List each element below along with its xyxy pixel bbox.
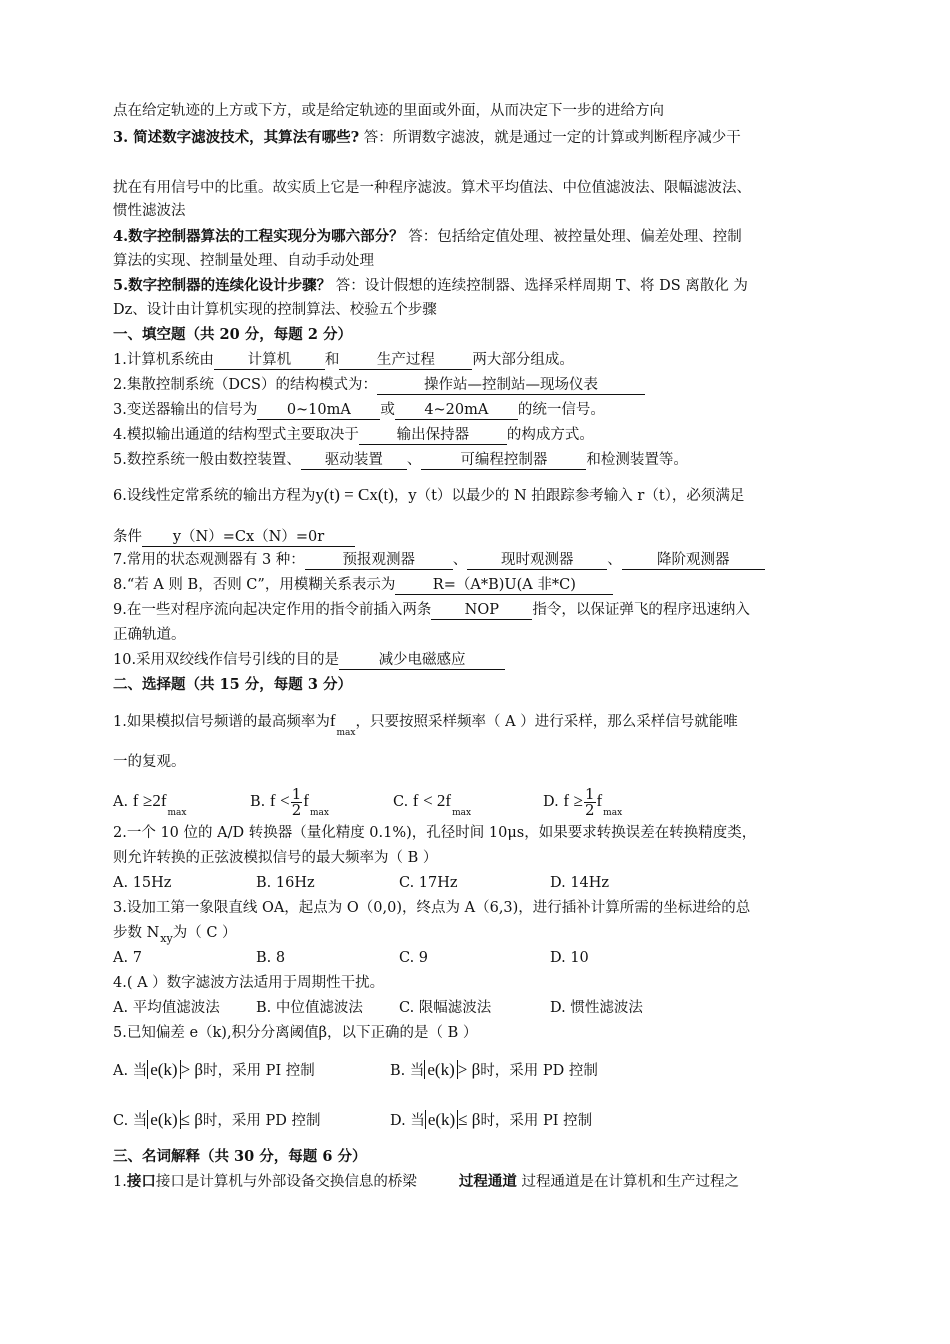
fill-item-5 [113, 450, 688, 470]
answer-text: 答：设计假想的连续控制器、选择采样周期 T、将 DS 离散化 为 [331, 278, 748, 294]
fill-item-1 [113, 350, 574, 370]
section-heading-fill: 一、填空题（共 20 分，每题 2 分） [113, 326, 352, 343]
math-f: f [303, 791, 309, 810]
blank-answer: 0~10mA [257, 401, 380, 420]
option-b: B. 中位值滤波法 [256, 1000, 363, 1016]
item-text: 条件 [113, 529, 142, 545]
choice-5-options-ab [113, 1058, 598, 1083]
question-title: 4.数字控制器算法的工程实现分为哪六部分？ [113, 228, 404, 245]
choice-item-1 [113, 711, 738, 738]
blank-answer: 降阶观测器 [622, 551, 765, 570]
math-subscript: max [603, 808, 623, 818]
item-text: 步数 N [113, 925, 160, 941]
term-name: 接口 [126, 1173, 156, 1190]
item-text: ，y（t）以最少的 N 拍跟踪参考输入 r（t），必须满足 [393, 488, 745, 504]
choice-item-2 [113, 823, 756, 843]
blank-answer: y（N）=Cx（N）=0r [142, 528, 355, 547]
blank-answer: NOP [431, 601, 532, 620]
blank-answer: 4~20mA [395, 401, 518, 420]
math-relation: < [280, 791, 290, 810]
fill-item-7 [113, 550, 765, 570]
fill-item-4 [113, 425, 594, 445]
option-b [250, 786, 393, 819]
term-item-1 [113, 1172, 739, 1192]
math-f: f [596, 791, 603, 810]
item-text: 1.计算机系统由 [113, 352, 214, 368]
numerator: 1 [584, 784, 595, 803]
option-text: 时，采用 PI 控制 [480, 1113, 593, 1129]
option-label: C. [393, 794, 409, 810]
item-text: 或 [380, 402, 395, 418]
section-heading-terms: 三、名词解释（共 30 分，每题 6 分） [113, 1148, 367, 1165]
term-definition: 过程通道是在计算机和生产过程之 [516, 1174, 739, 1190]
blank-answer: R=（A*B)U(A 非*C) [395, 576, 613, 595]
option-c: C. 限幅滤波法 [399, 1000, 492, 1016]
blank-answer: 计算机 [214, 351, 325, 370]
blank-answer: 操作站—控制站—现场仪表 [377, 376, 645, 395]
fill-item-6 [113, 485, 744, 506]
item-text: 5.已知偏差 e（k),积分分离阈值β，以下正确的是（ B ） [113, 1025, 478, 1041]
option-b: B. 16Hz [256, 875, 315, 891]
choice-item-3 [113, 898, 750, 918]
fraction [291, 784, 303, 819]
math-f: f [132, 791, 139, 810]
item-text: 4.( A ）数字滤波方法适用于周期性干扰。 [113, 975, 385, 991]
item-text: 5.数控系统一般由数控装置、 [113, 452, 301, 468]
fill-item-10 [113, 650, 505, 670]
option-text: 时，采用 PD 控制 [202, 1113, 321, 1129]
item-text: 3.设加工第一象限直线 OA，起点为 O（0,0)，终点为 A（6,3)，进行插补计算所需的坐标进给的总 [113, 900, 751, 916]
item-text: 为（ C ） [172, 925, 237, 941]
math-abs-ek: e(k) [147, 1110, 180, 1129]
math-abs-ek: e(k) [425, 1110, 458, 1129]
item-number: 1. [113, 1174, 127, 1190]
text-line [113, 625, 186, 645]
item-text: 则允许转换的正弦波模拟信号的最大频率为（ B ） [113, 850, 438, 866]
fill-item-3 [113, 400, 605, 420]
item-text: 7.常用的状态观测器有 3 种： [113, 552, 305, 568]
option-c [113, 1108, 390, 1133]
text-line [113, 101, 664, 121]
choice-item-4 [113, 973, 384, 993]
option-c: C. 17Hz [399, 875, 458, 891]
blank-answer: 输出保持器 [359, 426, 507, 445]
fill-item-2 [113, 375, 645, 395]
text-line [113, 752, 186, 772]
item-text: 4.模拟输出通道的结构型式主要取决于 [113, 427, 359, 443]
denominator: 2 [584, 800, 595, 819]
item-text: 1.如果模拟信号频谱的最高频率为 [113, 714, 330, 730]
option-a: A. 15Hz [113, 875, 172, 891]
option-b [390, 1060, 598, 1079]
denominator: 2 [291, 800, 302, 819]
math-relation: ≤ β [180, 1110, 203, 1129]
text-line [113, 848, 437, 868]
text-line [113, 178, 751, 198]
item-text: 指令，以保证弹飞的程序迅速纳入 [532, 602, 750, 618]
answer-text: 惯性滤波法 [113, 203, 186, 219]
choice-4-options [113, 998, 643, 1018]
option-label: B. 当 [390, 1063, 425, 1079]
choice-2-options [113, 873, 609, 893]
item-text: 3.变送器输出的信号为 [113, 402, 258, 418]
math-f: f [563, 791, 569, 810]
option-d: D. 10 [550, 950, 589, 966]
blank-answer: 现时观测器 [467, 551, 607, 570]
blank-answer: 可编程控制器 [421, 451, 586, 470]
option-text: 时，采用 PI 控制 [203, 1063, 315, 1079]
math-relation: ≤ β [458, 1110, 481, 1129]
math-relation: ≥2f [142, 791, 167, 810]
answer-text: 算法的实现、控制量处理、自动手动处理 [113, 253, 374, 269]
item-text: 正确轨道。 [113, 627, 186, 643]
blank-answer: 减少电磁感应 [339, 651, 505, 670]
option-a: A. 平均值滤波法 [113, 1000, 220, 1016]
option-label: B. [250, 794, 266, 810]
question-4 [113, 227, 742, 247]
item-text: 2.集散控制系统（DCS）的结构模式为： [113, 377, 377, 393]
answer-text: 答：包括给定值处理、被控量处理、偏差处理、控制 [403, 229, 742, 245]
text-line [113, 201, 186, 221]
math-f: f [329, 711, 336, 730]
option-label: A. 当 [113, 1063, 148, 1079]
answer-text: 扰在有用信号中的比重。故实质上它是一种程序滤波。算术平均值法、中位值滤波法、限幅滤波法、 [113, 180, 751, 196]
item-text: 8.“若 A 则 B，否则 C”，用模糊关系表示为 [113, 577, 396, 593]
answer-text: 答：所谓数字滤波，就是通过一定的计算或判断程序减少干 [359, 130, 741, 146]
option-d: D. 14Hz [550, 875, 610, 891]
option-a [113, 786, 250, 819]
option-label: D. [543, 794, 559, 810]
item-text: 的统一信号。 [517, 402, 605, 418]
item-text: 两大部分组成。 [472, 352, 574, 368]
text-line [113, 923, 237, 944]
math-abs-ek: e(k) [147, 1060, 180, 1079]
math-f: f [412, 791, 419, 810]
question-3 [113, 128, 741, 148]
option-a: A. 7 [113, 950, 142, 966]
choice-5-options-cd [113, 1108, 592, 1133]
item-text: 的构成方式。 [506, 427, 594, 443]
blank-answer: 生产过程 [339, 351, 472, 370]
choice-1-options [113, 786, 663, 819]
math-subscript: max [336, 728, 356, 738]
question-5 [113, 276, 748, 296]
output-equation: y(t) = Cx(t) [315, 485, 394, 504]
item-text: 、 [406, 452, 422, 468]
term-definition: 接口是计算机与外部设备交换信息的桥梁 [155, 1174, 417, 1190]
option-c [393, 786, 543, 819]
numerator: 1 [291, 784, 302, 803]
fill-item-9 [113, 600, 750, 620]
math-abs-ek: e(k) [424, 1060, 457, 1079]
math-f: f [269, 791, 276, 810]
fraction [584, 784, 596, 819]
option-c: C. 9 [399, 950, 429, 966]
item-text: 一的复观。 [113, 754, 186, 770]
math-subscript: max [452, 808, 472, 818]
math-subscript: max [309, 808, 329, 818]
math-subscript: xy [160, 932, 173, 945]
option-b: B. 8 [256, 950, 286, 966]
answer-text: Dz、设计由计算机实现的控制算法、校验五个步骤 [113, 302, 437, 318]
text-line [113, 300, 437, 320]
option-label: A. [113, 794, 129, 810]
option-d [543, 786, 663, 819]
section-heading-choice: 二、选择题（共 15 分，每题 3 分） [113, 676, 352, 693]
question-title: 3. 简述数字滤波技术，其算法有哪些? [113, 129, 360, 146]
choice-3-options [113, 948, 589, 968]
choice-item-5 [113, 1023, 477, 1043]
paragraph-text: 点在给定轨迹的上方或下方，或是给定轨迹的里面或外面，从而决定下一步的进给方向 [113, 103, 664, 119]
math-relation: ≥ [573, 791, 583, 810]
fill-item-6-cont [113, 527, 355, 547]
option-text: 时，采用 PD 控制 [480, 1063, 598, 1079]
item-text: 、 [452, 552, 468, 568]
item-text: ，只要按照采样频率（ A ）进行采样，那么采样信号就能唯 [355, 714, 738, 730]
item-text: 10.采用双绞线作信号引线的目的是 [113, 652, 340, 668]
math-subscript: max [167, 808, 187, 818]
item-text: 和检测装置等。 [586, 452, 688, 468]
option-d [390, 1110, 593, 1129]
term-name: 过程通道 [458, 1173, 517, 1190]
item-text: 9.在一些对程序流向起决定作用的指令前插入两条 [113, 602, 432, 618]
item-text: 2.一个 10 位的 A/D 转换器（量化精度 0.1%)，孔径时间 10μs，如果要求转换误差在转换精度类， [113, 825, 757, 841]
fill-item-8 [113, 575, 613, 595]
item-text: 、 [607, 552, 622, 568]
math-relation: > β [457, 1060, 481, 1079]
text-line [113, 251, 374, 271]
blank-answer: 预报观测器 [305, 551, 453, 570]
blank-answer: 驱动装置 [301, 451, 407, 470]
option-label: C. 当 [113, 1113, 148, 1129]
option-label: D. 当 [390, 1113, 425, 1129]
option-d: D. 惯性滤波法 [550, 1000, 643, 1016]
question-title: 5.数字控制器的连续化设计步骤？ [113, 277, 332, 294]
math-relation: < 2f [423, 791, 452, 810]
option-a [113, 1058, 390, 1083]
item-text: 和 [324, 352, 340, 368]
math-relation: > β [180, 1060, 204, 1079]
item-text: 6.设线性定常系统的输出方程为 [113, 488, 316, 504]
